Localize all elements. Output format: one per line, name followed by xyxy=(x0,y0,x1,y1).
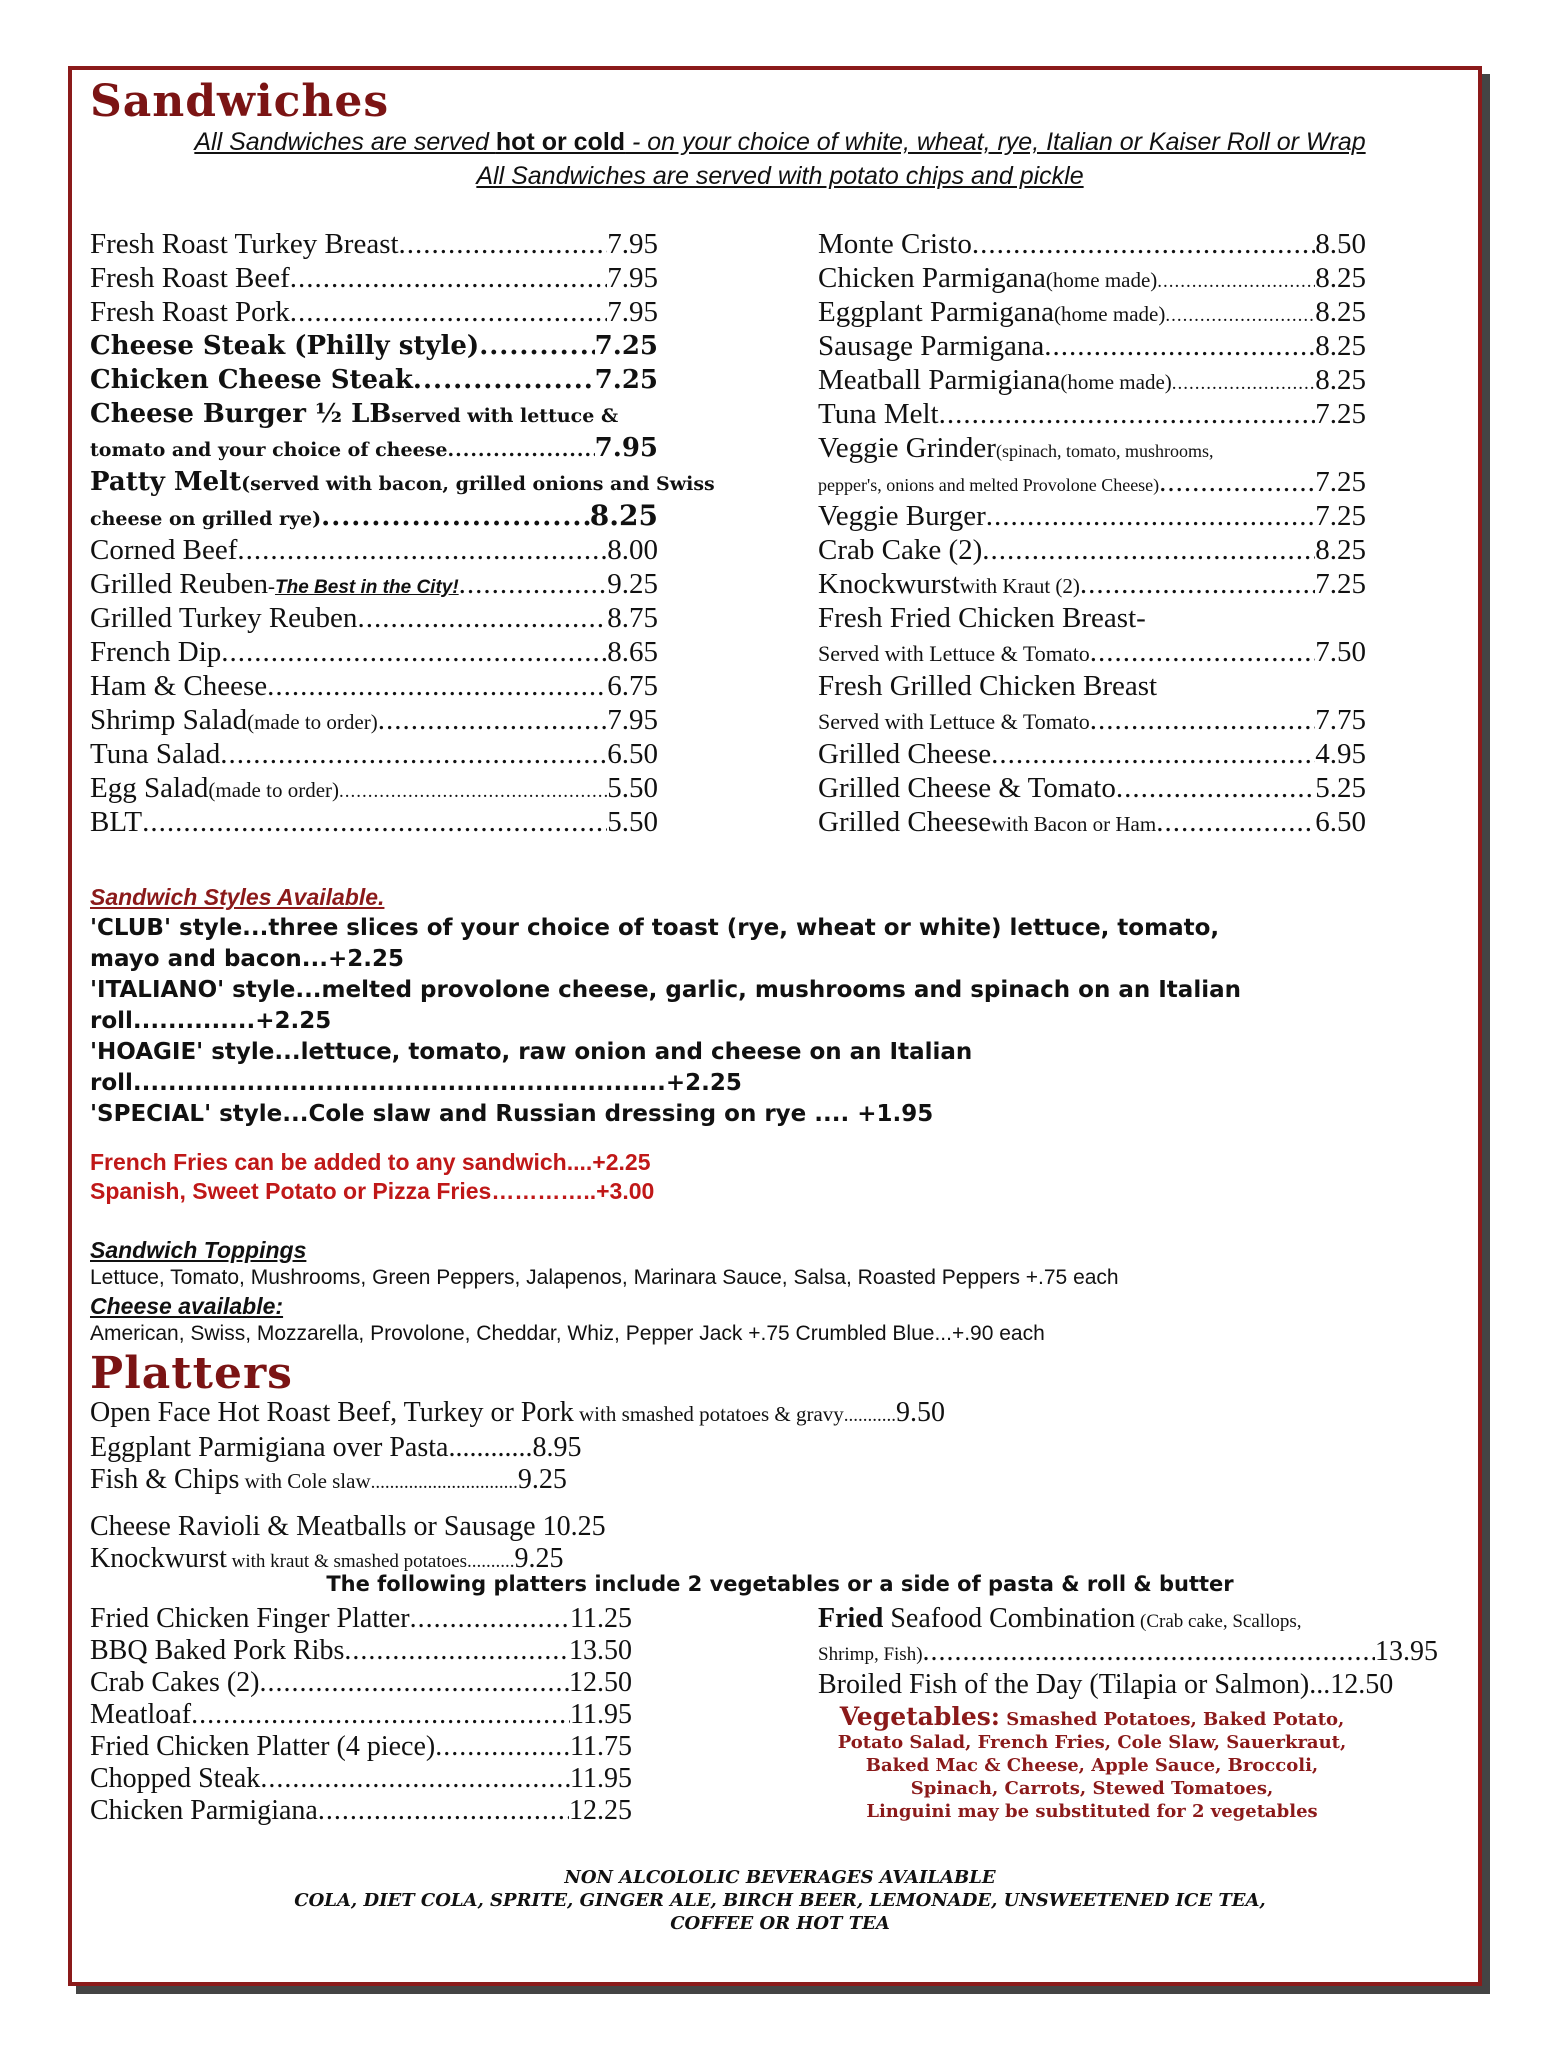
seafood-emphasis: Fried xyxy=(818,1603,884,1634)
item-name: Egg Salad xyxy=(90,772,209,804)
item-name: Crab Cakes (2) xyxy=(90,1667,260,1698)
item-name: Crab Cake (2) xyxy=(818,534,983,566)
item-name: Fresh Roast Beef xyxy=(90,262,290,294)
item-note: with Cole slaw xyxy=(239,1469,371,1493)
toppings-list: Lettuce, Tomato, Mushrooms, Green Peppers, Jalapenos, Marinara Sauce, Salsa, Roasted Peppers +.75 each xyxy=(90,1266,1119,1289)
item-price: 9.25 xyxy=(517,1464,567,1495)
menu-item xyxy=(90,669,658,703)
menu-item xyxy=(90,567,658,601)
item-name: Fried Chicken Finger Platter xyxy=(90,1603,410,1634)
item-price: 7.25 xyxy=(1315,500,1366,532)
menu-item xyxy=(818,771,1366,805)
style-line: roll..............+2.25 xyxy=(90,1008,332,1034)
item-price: 7.75 xyxy=(1315,704,1366,736)
item-price: 7.25 xyxy=(1315,568,1366,600)
item-name: Grilled Cheese & Tomato xyxy=(818,772,1116,804)
leader-dots: ............................... xyxy=(370,1472,518,1493)
item-note: (made to order) xyxy=(208,778,340,802)
menu-item xyxy=(90,227,658,261)
item-note: with kraut & smashed potatoes xyxy=(226,1551,467,1572)
seafood-line-2 xyxy=(818,1635,1438,1669)
item-name: Veggie Burger xyxy=(818,500,986,532)
style-line: 'CLUB' style...three slices of your choice of toast (rye, wheat or white) lettuce, tomato, xyxy=(90,915,1220,941)
menu-item xyxy=(818,533,1366,567)
item-note: (home made) xyxy=(1053,302,1166,326)
menu-item xyxy=(818,805,1366,839)
item-price: 7.25 xyxy=(1315,398,1366,430)
item-note: served with lettuce & xyxy=(391,405,619,427)
styles-title: Sandwich Styles Available. xyxy=(90,884,385,910)
item-name: Monte Cristo xyxy=(818,228,972,260)
item-note-emphasis: The Best in the City! xyxy=(274,577,459,598)
style-line: 'ITALIANO' style...melted provolone cheese, garlic, mushrooms and spinach on an Italian xyxy=(90,977,1241,1003)
menu-item xyxy=(818,295,1366,329)
item-price: 5.50 xyxy=(607,806,658,838)
leader-dots: .......... xyxy=(466,1551,515,1572)
menu-item xyxy=(90,805,658,839)
platter-item xyxy=(90,1511,945,1543)
item-price: 7.50 xyxy=(1315,636,1366,668)
seafood-line-1 xyxy=(818,1603,1438,1635)
fries-line: French Fries can be added to any sandwich....+2.25 xyxy=(90,1149,651,1175)
item-name: Grilled Turkey Reuben xyxy=(90,602,358,634)
platters-include-note: The following platters include 2 vegetables or a side of pasta & roll & butter xyxy=(326,1572,1234,1596)
beverages xyxy=(80,1866,1480,1935)
item-name: Served with Lettuce & Tomato xyxy=(818,709,1090,734)
item-price: 10.25 xyxy=(542,1511,606,1542)
menu-item xyxy=(90,601,658,635)
menu-item xyxy=(90,261,658,295)
item-price: 8.25 xyxy=(1315,296,1366,328)
menu-item xyxy=(90,1635,632,1667)
veg-label: Vegetables: xyxy=(839,1702,1001,1731)
item-name: Fresh Grilled Chicken Breast xyxy=(818,670,1158,702)
menu-item xyxy=(90,431,658,465)
style-line: 'HOAGIE' style...lettuce, tomato, raw onion and cheese on an Italian xyxy=(90,1039,973,1065)
item-name: tomato and your choice of cheese xyxy=(90,439,448,461)
menu-item xyxy=(90,1763,632,1795)
menu-item xyxy=(818,703,1366,737)
item-price: 7.95 xyxy=(607,262,658,294)
item-price: 11.25 xyxy=(570,1603,632,1634)
item-price: 8.25 xyxy=(589,499,658,532)
item-price: 6.75 xyxy=(607,670,658,702)
item-note: with smashed potatoes & gravy xyxy=(573,1402,844,1426)
item-name: Cheese Burger ½ LB xyxy=(90,399,392,429)
item-name: Grilled Cheese xyxy=(818,806,992,838)
item-name: Shrimp Salad xyxy=(90,704,248,736)
item-price: 9.25 xyxy=(514,1543,564,1574)
menu-item xyxy=(90,533,658,567)
menu-item xyxy=(90,465,715,499)
item-name: French Dip xyxy=(90,636,222,668)
item-price: 9.25 xyxy=(607,568,658,600)
item-name: Tuna Salad xyxy=(90,738,221,770)
menu-item xyxy=(818,431,1366,465)
item-price: 11.75 xyxy=(570,1731,632,1762)
item-name: pepper's, onions and melted Provolone Cheese) xyxy=(818,475,1160,495)
item-price: 11.95 xyxy=(570,1763,632,1794)
menu-item xyxy=(818,329,1366,363)
style-line: roll.............................................................+2.25 xyxy=(90,1070,742,1096)
item-note: (home made) xyxy=(1060,370,1172,394)
item-name: Eggplant Parmigana xyxy=(818,296,1054,328)
beverages-line: COLA, DIET COLA, SPRITE, GINGER ALE, BIRCH BEER, LEMONADE, UNSWEETENED ICE TEA, xyxy=(294,1890,1266,1911)
item-price: 7.25 xyxy=(594,365,658,395)
menu-item xyxy=(818,363,1366,397)
item-price: 8.65 xyxy=(607,636,658,668)
item-price: 7.95 xyxy=(607,704,658,736)
menu-item xyxy=(90,1667,632,1699)
style-line: mayo and bacon...+2.25 xyxy=(90,946,404,972)
item-price: 12.25 xyxy=(569,1795,632,1826)
item-name: Ham & Cheese xyxy=(90,670,268,702)
vegetables-list xyxy=(818,1702,1366,1823)
item-price: 12.50 xyxy=(1330,1669,1394,1700)
item-price: 8.00 xyxy=(607,534,658,566)
item-price: 12.50 xyxy=(569,1667,632,1698)
item-price: 8.50 xyxy=(1315,228,1366,260)
sandwiches-title: Sandwiches xyxy=(90,76,390,127)
leader-dots: ... xyxy=(1309,1669,1331,1700)
veg-line: Potato Salad, French Fries, Cole Slaw, Sauerkraut, xyxy=(837,1732,1347,1753)
platter-item xyxy=(90,1432,945,1464)
veg-line: Baked Mac & Cheese, Apple Sauce, Broccoli, xyxy=(865,1755,1319,1776)
menu-item xyxy=(90,363,658,397)
item-price: 8.75 xyxy=(607,602,658,634)
item-note: (made to order) xyxy=(247,710,378,734)
item-price: 6.50 xyxy=(607,738,658,770)
item-price: 8.25 xyxy=(1315,330,1366,362)
menu-item xyxy=(818,669,1366,703)
subtitle-part: All Sandwiches are served xyxy=(194,128,496,156)
item-note: (spinach, tomato, mushrooms, xyxy=(995,441,1214,461)
item-note: with Kraut (2) xyxy=(959,574,1080,598)
leader-dots: ........... xyxy=(843,1405,897,1426)
item-price: 5.25 xyxy=(1315,772,1366,804)
cheese-list: American, Swiss, Mozzarella, Provolone, Cheddar, Whiz, Pepper Jack +.75 Crumbled Blue...+.90 each xyxy=(90,1322,1045,1345)
item-price: 8.25 xyxy=(1315,364,1366,396)
sandwiches-right-column xyxy=(818,227,1366,839)
beverages-title: NON ALCOLOLIC BEVERAGES AVAILABLE xyxy=(564,1867,996,1888)
leader-dots: ............ xyxy=(448,1432,533,1463)
item-price: 8.25 xyxy=(1315,534,1366,566)
item-name: Open Face Hot Roast Beef, Turkey or Pork xyxy=(90,1397,574,1428)
item-name: Corned Beef xyxy=(90,534,238,566)
item-price: 5.50 xyxy=(607,772,658,804)
item-price: 7.95 xyxy=(607,228,658,260)
item-name: Grilled Cheese xyxy=(818,738,992,770)
item-name: Fresh Roast Pork xyxy=(90,296,290,328)
item-note: (served with bacon, grilled onions and Swiss xyxy=(241,473,715,495)
item-name: Grilled Reuben xyxy=(90,568,268,600)
menu-item xyxy=(90,737,658,771)
leader-dots xyxy=(536,1511,543,1542)
sandwiches-left-column xyxy=(90,227,715,839)
menu-item xyxy=(818,737,1366,771)
item-price: 8.95 xyxy=(532,1432,582,1463)
broiled-fish-item xyxy=(818,1669,1438,1701)
item-name: Served with Lettuce & Tomato xyxy=(818,641,1090,666)
menu-item xyxy=(90,1795,632,1827)
sandwiches-subtitle-2: All Sandwiches are served with potato chips and pickle xyxy=(476,162,1084,190)
item-price: 7.25 xyxy=(1315,466,1366,498)
beverages-line: COFFEE OR HOT TEA xyxy=(670,1913,890,1934)
item-name: BBQ Baked Pork Ribs xyxy=(90,1635,345,1666)
item-note: (Crab cake, Scallops, xyxy=(1135,1611,1302,1632)
item-price: 11.95 xyxy=(570,1699,632,1730)
platters-title: Platters xyxy=(90,1348,293,1399)
sandwiches-subtitle-1 xyxy=(80,128,1480,157)
menu-item xyxy=(90,771,658,805)
menu-item xyxy=(90,635,658,669)
menu-item xyxy=(90,295,658,329)
cheese-title: Cheese available: xyxy=(90,1293,284,1319)
platters-top-list xyxy=(90,1397,945,1578)
subtitle-part: - on your choice of white, wheat, rye, Italian or Kaiser Roll or Wrap xyxy=(625,128,1366,156)
styles-list xyxy=(90,913,1241,1130)
menu-item xyxy=(90,1699,632,1731)
subtitle-emphasis: hot or cold xyxy=(495,128,626,156)
menu-item xyxy=(818,635,1366,669)
menu-item xyxy=(90,499,658,533)
item-price: 13.50 xyxy=(569,1635,632,1666)
item-name: Fresh Roast Turkey Breast xyxy=(90,228,399,260)
fries-info xyxy=(90,1148,654,1206)
item-name: Broiled Fish of the Day (Tilapia or Salmon) xyxy=(818,1669,1310,1700)
item-name: Meatloaf xyxy=(90,1699,192,1730)
menu-item xyxy=(818,567,1366,601)
item-name: Cheese Steak (Philly style) xyxy=(90,331,480,361)
item-price: 13.95 xyxy=(1375,1636,1438,1667)
item-name: Seafood Combination xyxy=(883,1603,1136,1634)
menu-item xyxy=(90,703,658,737)
item-name: BLT xyxy=(90,806,143,838)
menu-item xyxy=(818,465,1366,499)
veg-line: Linguini may be substituted for 2 vegetables xyxy=(866,1801,1318,1822)
menu-item xyxy=(90,1731,632,1763)
menu-item xyxy=(818,397,1366,431)
platter-item xyxy=(90,1397,945,1432)
menu-item xyxy=(90,1603,632,1635)
item-name: cheese on grilled rye) xyxy=(90,508,322,530)
item-name: Chicken Parmigiana xyxy=(90,1795,318,1826)
item-note: (home made) xyxy=(1045,268,1158,292)
item-note: Shrimp, Fish) xyxy=(818,1644,923,1665)
item-name: Knockwurst xyxy=(90,1543,227,1574)
fries-line: Spanish, Sweet Potato or Pizza Fries…………..+3.00 xyxy=(90,1178,655,1204)
platter-item xyxy=(90,1464,945,1499)
item-name: Eggplant Parmigiana over Pasta xyxy=(90,1432,449,1463)
item-name: Meatball Parmigiana xyxy=(818,364,1061,396)
menu-item xyxy=(818,227,1366,261)
item-name: Tuna Melt xyxy=(818,398,939,430)
menu-item xyxy=(818,499,1366,533)
item-name: Chopped Steak xyxy=(90,1763,261,1794)
platters-left-column xyxy=(90,1603,632,1827)
platters-right-column xyxy=(818,1603,1438,1823)
style-line: 'SPECIAL' style...Cole slaw and Russian dressing on rye .... +1.95 xyxy=(90,1101,934,1127)
item-name: Sausage Parmigana xyxy=(818,330,1045,362)
veg-line xyxy=(818,1702,1366,1731)
item-note: with Bacon or Ham xyxy=(991,812,1157,836)
item-price: 6.50 xyxy=(1315,806,1366,838)
item-name: Fresh Fried Chicken Breast- xyxy=(818,602,1146,634)
item-price: 7.95 xyxy=(594,433,658,463)
item-name: Patty Melt xyxy=(90,467,242,497)
item-name: Knockwurst xyxy=(818,568,960,600)
veg-line: Spinach, Carrots, Stewed Tomatoes, xyxy=(910,1778,1274,1799)
menu-item xyxy=(818,261,1366,295)
item-note: - xyxy=(267,574,275,598)
menu-item xyxy=(90,397,658,431)
item-name: Veggie Grinder xyxy=(818,432,996,464)
item-price: 8.25 xyxy=(1315,262,1366,294)
item-name: Cheese Ravioli & Meatballs or Sausage xyxy=(90,1511,536,1542)
item-name: Fish & Chips xyxy=(90,1464,240,1495)
item-name: Fried Chicken Platter (4 piece) xyxy=(90,1731,436,1762)
item-price: 4.95 xyxy=(1315,738,1366,770)
item-price: 7.25 xyxy=(594,331,658,361)
menu-item xyxy=(818,601,1366,635)
item-price: 7.95 xyxy=(607,296,658,328)
veg-text: Smashed Potatoes, Baked Potato, xyxy=(1000,1709,1345,1730)
item-price: 9.50 xyxy=(896,1397,946,1428)
item-name: Chicken Cheese Steak xyxy=(90,365,413,395)
item-name: Chicken Parmigana xyxy=(818,262,1046,294)
toppings-title: Sandwich Toppings xyxy=(90,1237,307,1263)
menu-item xyxy=(90,329,658,363)
